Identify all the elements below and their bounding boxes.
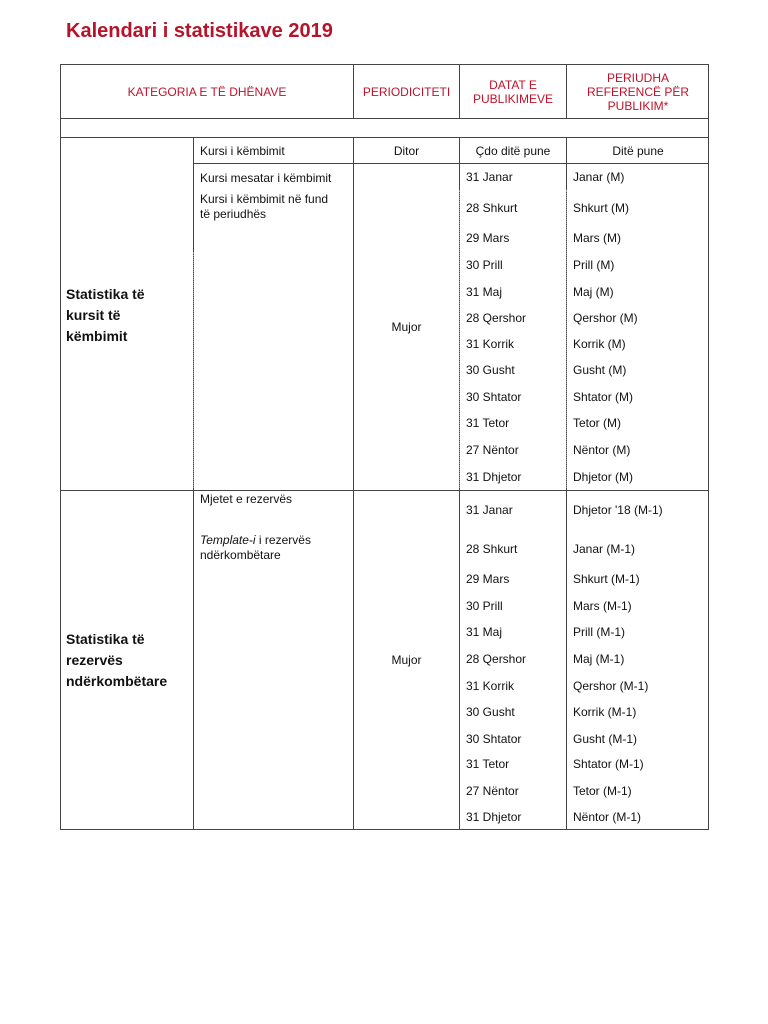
publication-date: 31 Tetor — [466, 416, 510, 430]
item-average-rate: Kursi mesatar i këmbimit — [200, 171, 332, 185]
publication-date: 31 Dhjetor — [466, 810, 522, 824]
publication-date: 31 Dhjetor — [466, 470, 522, 484]
publication-date: 30 Shtator — [466, 732, 522, 746]
divider — [60, 490, 709, 491]
divider — [353, 137, 354, 830]
header-category: KATEGORIA E TË DHËNAVE — [127, 84, 287, 99]
divider — [60, 137, 709, 138]
publication-date: 31 Korrik — [466, 679, 515, 693]
publication-date: 29 Mars — [466, 572, 510, 586]
reference-period: Shkurt (M) — [573, 201, 630, 215]
reference-period: Dhjetor (M) — [573, 470, 634, 484]
reference-period: Janar (M-1) — [573, 542, 636, 556]
reference-period: Shtator (M-1) — [573, 757, 644, 771]
reference-period: Shkurt (M-1) — [573, 572, 640, 586]
daily-periodicity: Ditor — [393, 144, 420, 158]
header-periodicity: PERIODICITETI — [362, 84, 451, 99]
reference-period: Tetor (M) — [573, 416, 621, 430]
reference-period: Nëntor (M-1) — [573, 810, 642, 824]
item-end-period-rate: Kursi i këmbimit në fund të periudhës — [200, 192, 329, 221]
publication-date: 29 Mars — [466, 231, 510, 245]
daily-dates: Çdo ditë pune — [475, 144, 551, 158]
divider — [566, 190, 567, 488]
publication-date: 28 Shkurt — [466, 542, 518, 556]
reference-period: Maj (M-1) — [573, 652, 625, 666]
section1-periodicity: Mujor — [391, 320, 422, 334]
divider — [60, 118, 709, 119]
reference-period: Qershor (M) — [573, 311, 638, 325]
divider — [193, 252, 194, 488]
publication-date: 27 Nëntor — [466, 784, 519, 798]
publication-date: 30 Shtator — [466, 390, 522, 404]
reference-period: Prill (M-1) — [573, 625, 625, 639]
reference-period: Gusht (M-1) — [573, 732, 638, 746]
reference-period: Prill (M) — [573, 258, 615, 272]
reference-period: Korrik (M) — [573, 337, 626, 351]
divider — [193, 163, 709, 164]
reference-period: Mars (M) — [573, 231, 621, 245]
publication-date: 30 Prill — [466, 258, 503, 272]
item-reserve-template: Template-i i rezervës ndërkombëtare — [200, 533, 311, 562]
category-international-reserve: Statistika të rezervës ndërkombëtare — [66, 631, 168, 689]
daily-reference: Ditë pune — [612, 144, 664, 158]
publication-date: 30 Gusht — [466, 363, 515, 377]
publication-date: 31 Maj — [466, 285, 503, 299]
publication-date: 31 Janar — [466, 503, 513, 517]
publication-date: 30 Gusht — [466, 705, 515, 719]
section2-periodicity: Mujor — [391, 653, 422, 667]
item-reserve-assets: Mjetet e rezervës — [200, 492, 293, 506]
publication-date: 30 Prill — [466, 599, 503, 613]
reference-period: Nëntor (M) — [573, 443, 631, 457]
reference-period: Maj (M) — [573, 285, 614, 299]
reference-period: Mars (M-1) — [573, 599, 632, 613]
publication-date: 31 Janar — [466, 170, 513, 184]
publication-date: 31 Korrik — [466, 337, 515, 351]
publication-date: 28 Shkurt — [466, 201, 518, 215]
publication-date: 28 Qershor — [466, 311, 527, 325]
publication-date: 31 Maj — [466, 625, 503, 639]
reference-period: Shtator (M) — [573, 390, 634, 404]
header-reference-period: PERIUDHA REFERENCË PËR PUBLIKIM* — [586, 70, 690, 113]
reference-period: Qershor (M-1) — [573, 679, 649, 693]
reference-period: Gusht (M) — [573, 363, 627, 377]
reference-period: Janar (M) — [573, 170, 625, 184]
publication-date: 28 Qershor — [466, 652, 527, 666]
header-publication-dates: DATAT E PUBLIKIMEVE — [472, 77, 554, 106]
reference-period: Tetor (M-1) — [573, 784, 632, 798]
reference-period: Korrik (M-1) — [573, 705, 637, 719]
page-title: Kalendari i statistikave 2019 — [66, 20, 333, 42]
publication-date: 31 Tetor — [466, 757, 510, 771]
publication-date: 27 Nëntor — [466, 443, 519, 457]
category-exchange-rate: Statistika të kursit të këmbimit — [66, 286, 145, 344]
daily-item: Kursi i këmbimit — [200, 144, 285, 158]
reference-period: Dhjetor '18 (M-1) — [573, 503, 663, 517]
divider — [459, 190, 460, 488]
